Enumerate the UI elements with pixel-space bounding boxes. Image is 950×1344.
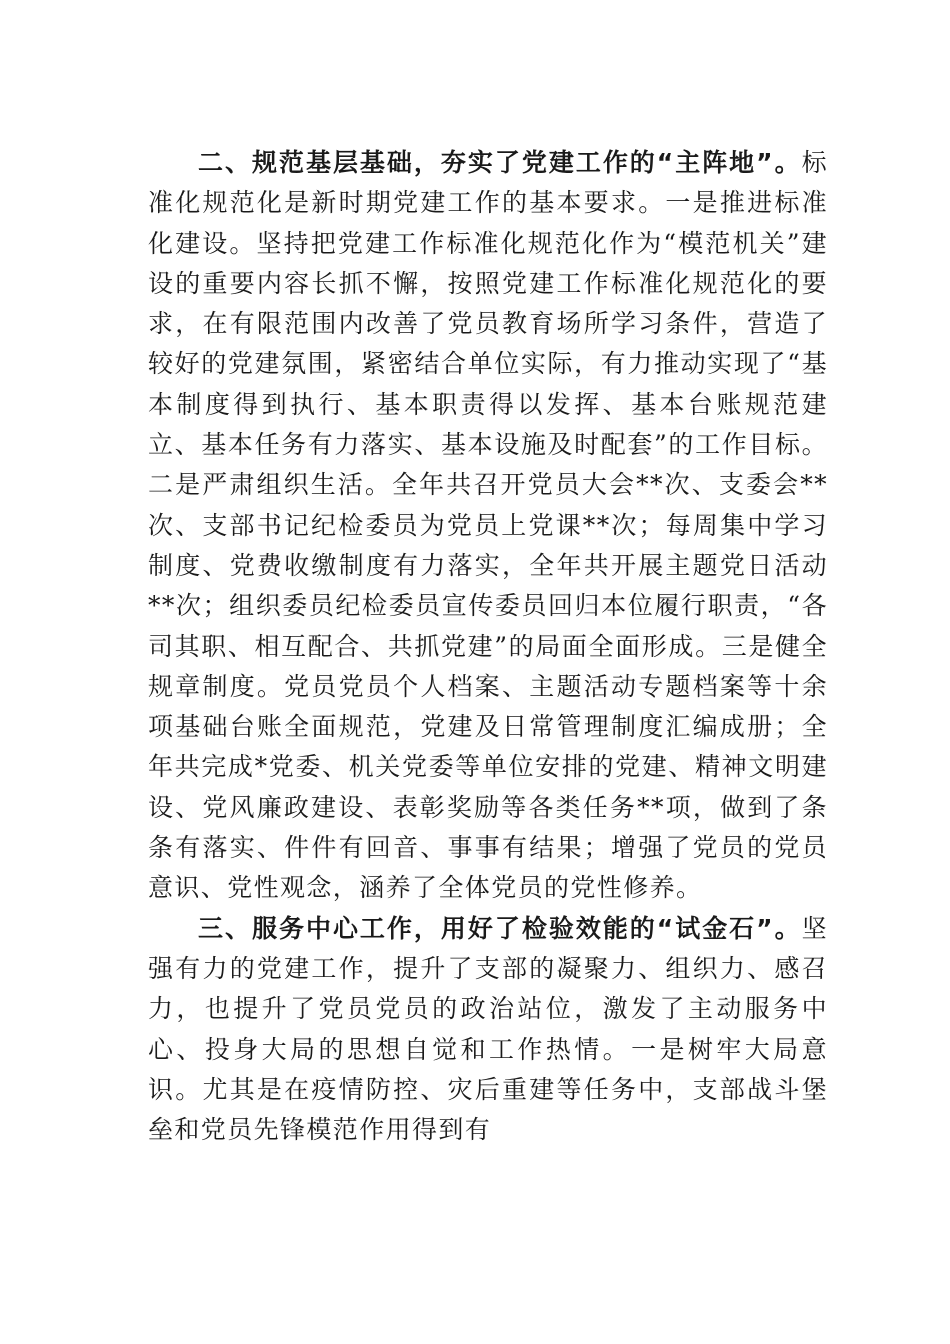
section-three-heading: 三、服务中心工作，用好了检验效能的“试金石”。 bbox=[198, 913, 802, 943]
section-two-body: 标准化规范化是新时期党建工作的基本要求。一是推进标准化建设。坚持把党建工作标准化规范化作为“模范机关”建设的重要内容长抓不懈，按照党建工作标准化规范化的要求，在有限范围内改善了党员教育场所学习条件，营造了较好的党建氛围，紧密结合单位实际，有力推动实现了“基本制度得到执行、基本职责得以发挥、基本台账规范建立、基本任务有力落实、基本设施及时配套”的工作目标。二是严肃组织生活。全年共召开党员大会**次、支委会**次、支部书记纪检委员为党员上党课**次；每周集中学习制度、党费收缴制度有力落实，全年共开展主题党日活动**次；组织委员纪检委员宣传委员回归本位履行职责，“各司其职、相互配合、共抓党建”的局面全面形成。三是健全规章制度。党员党员个人档案、主题活动专题档案等十余项基础台账全面规范，党建及日常管理制度汇编成册；全年共完成*党委、机关党委等单位安排的党建、精神文明建设、党风廉政建设、表彰奖励等各类任务**项，做到了条条有落实、件件有回音、事事有结果；增强了党员的党员意识、党性观念，涵养了全体党员的党性修养。 bbox=[148, 148, 828, 903]
section-two-heading: 二、规范基层基础，夯实了党建工作的“主阵地”。 bbox=[198, 148, 802, 177]
document-body bbox=[148, 143, 828, 1150]
paragraph-section-two bbox=[148, 143, 828, 909]
section-three-body: 坚强有力的党建工作，提升了支部的凝聚力、组织力、感召力，也提升了党员党员的政治站位，激发了主动服务中心、投身大局的思想自觉和工作热情。一是树牢大局意识。尤其是在疫情防控、灾后重建等任务中，支部战斗堡垒和党员先锋模范作用得到有 bbox=[148, 913, 828, 1145]
paragraph-section-three bbox=[148, 909, 828, 1151]
